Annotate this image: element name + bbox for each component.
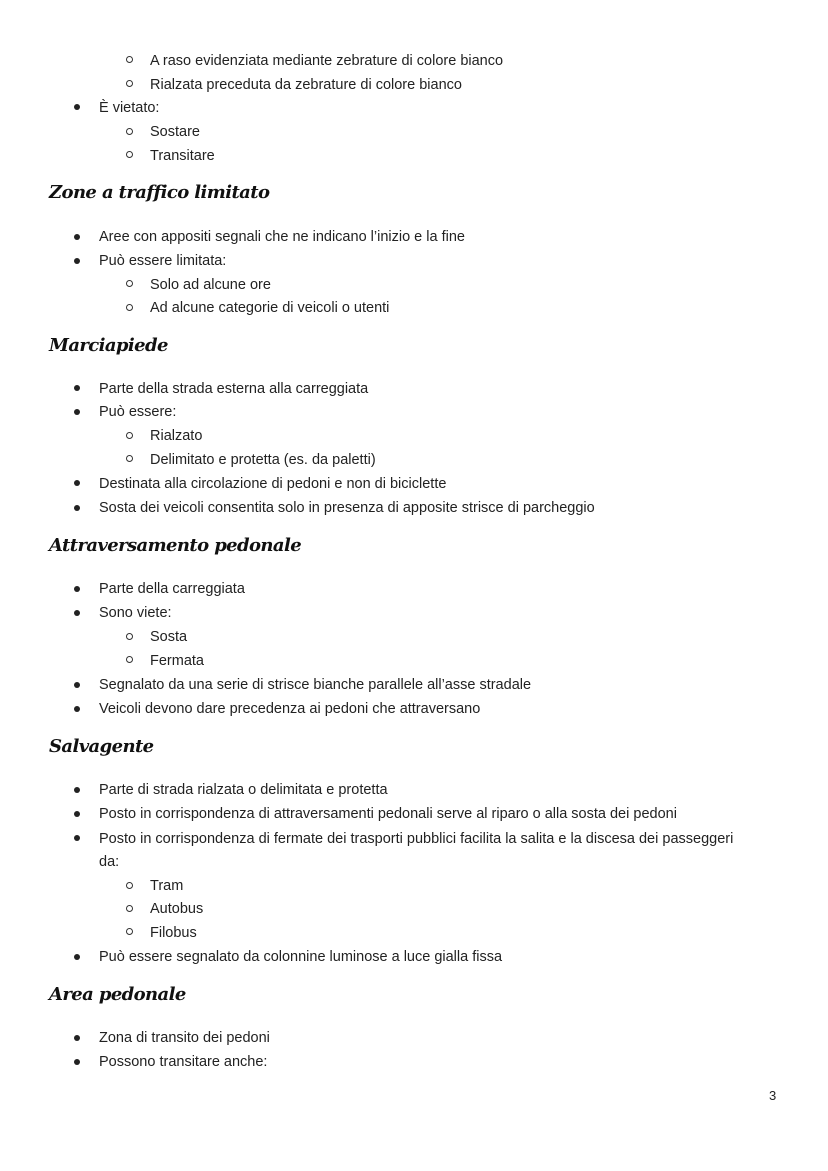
bullet xyxy=(74,258,80,264)
list-item: Transitare xyxy=(150,148,215,164)
list-item: Può essere limitata: xyxy=(99,253,227,269)
list-item: Destinata alla circolazione di pedoni e non di biciclette xyxy=(99,476,447,492)
sub-bullet xyxy=(126,151,133,158)
list-item: Parte della carreggiata xyxy=(99,581,245,597)
list-item: Sosta xyxy=(150,629,188,645)
section-heading: Area pedonale xyxy=(49,984,186,1005)
list-item: Sostare xyxy=(150,124,200,140)
sub-bullet xyxy=(126,128,133,135)
list-item: È vietato: xyxy=(99,100,160,116)
bullet xyxy=(74,610,80,616)
sub-bullet xyxy=(126,928,133,935)
list-item: Segnalato da una serie di strisce bianche parallele all’asse stradale xyxy=(99,677,532,693)
bullet xyxy=(74,234,80,240)
list-item: Posto in corrispondenza di fermate dei trasporti pubblici facilita la salita e la discesa dei passeggeri xyxy=(99,831,734,847)
section-heading: Attraversamento pedonale xyxy=(49,535,302,556)
bullet xyxy=(74,1059,80,1065)
list-item: Delimitato e protetta (es. da paletti) xyxy=(150,452,376,468)
list-item: Veicoli devono dare precedenza ai pedoni che attraversano xyxy=(99,701,481,717)
sub-bullet xyxy=(126,455,133,462)
sub-bullet xyxy=(126,882,133,889)
sub-bullet xyxy=(126,280,133,287)
sub-bullet xyxy=(126,432,133,439)
sub-bullet xyxy=(126,656,133,663)
list-item: Può essere segnalato da colonnine luminose a luce gialla fissa xyxy=(99,949,503,965)
list-item: Parte di strada rialzata o delimitata e protetta xyxy=(99,782,388,798)
sub-bullet xyxy=(126,80,133,87)
list-item: Sosta dei veicoli consentita solo in presenza di apposite strisce di parcheggio xyxy=(99,500,595,516)
sub-bullet xyxy=(126,905,133,912)
list-item: A raso evidenziata mediante zebrature di colore bianco xyxy=(150,53,504,69)
sub-bullet xyxy=(126,633,133,640)
bullet xyxy=(74,954,80,960)
list-item: Sono viete: xyxy=(99,605,172,621)
list-item: Può essere: xyxy=(99,404,177,420)
bullet xyxy=(74,586,80,592)
bullet xyxy=(74,1035,80,1041)
bullet xyxy=(74,409,80,415)
list-item: Rialzata preceduta da zebrature di colore bianco xyxy=(150,77,462,93)
list-item: Tram xyxy=(150,878,184,894)
list-item: Autobus xyxy=(150,901,204,917)
list-item: Zona di transito dei pedoni xyxy=(99,1030,270,1046)
section-heading: Marciapiede xyxy=(49,335,168,356)
list-item: Posto in corrispondenza di attraversamenti pedonali serve al riparo o alla sosta dei pedoni xyxy=(99,806,677,822)
list-item-continuation: da: xyxy=(99,854,120,870)
list-item: Possono transitare anche: xyxy=(99,1054,268,1070)
list-item: Ad alcune categorie di veicoli o utenti xyxy=(150,300,390,316)
list-item: Filobus xyxy=(150,925,197,941)
sub-bullet xyxy=(126,56,133,63)
list-item: Rialzato xyxy=(150,428,203,444)
list-item: Fermata xyxy=(150,653,204,669)
bullet xyxy=(74,480,80,486)
list-item: Parte della strada esterna alla carreggiata xyxy=(99,381,369,397)
bullet xyxy=(74,787,80,793)
bullet xyxy=(74,811,80,817)
sub-bullet xyxy=(126,304,133,311)
bullet xyxy=(74,385,80,391)
list-item: Solo ad alcune ore xyxy=(150,277,271,293)
page-number: 3 xyxy=(769,1088,777,1103)
bullet xyxy=(74,104,80,110)
bullet xyxy=(74,706,80,712)
bullet xyxy=(74,682,80,688)
section-heading: Salvagente xyxy=(49,736,154,757)
bullet xyxy=(74,835,80,841)
bullet xyxy=(74,505,80,511)
section-heading: Zone a traffico limitato xyxy=(49,182,270,203)
list-item: Aree con appositi segnali che ne indicano l’inizio e la fine xyxy=(99,229,465,245)
